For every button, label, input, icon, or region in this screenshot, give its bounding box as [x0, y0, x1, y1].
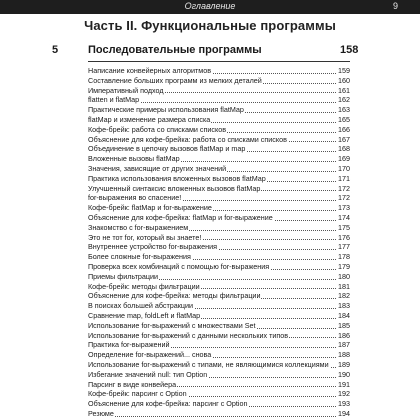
chapter-number: 5	[52, 44, 59, 56]
toc-entry-page: 172	[338, 193, 350, 203]
toc-entry-title: Объяснение для кофе-брейка: работа со списками списков	[88, 134, 287, 144]
toc-entry[interactable]	[88, 291, 350, 301]
toc-entry[interactable]	[88, 95, 350, 105]
toc-entry-title: Кофе-брейк: методы фильтрации	[88, 281, 200, 291]
chapter-page: 158	[340, 44, 359, 56]
toc-entry-page: 186	[338, 330, 350, 340]
toc-entry-title: Императивный подход	[88, 85, 164, 95]
toc-entry-page: 159	[338, 66, 350, 75]
toc-entry-page: 169	[338, 154, 350, 164]
toc-entry-page: 167	[338, 134, 350, 144]
toc-entry-page: 182	[338, 291, 350, 301]
toc-entry[interactable]	[88, 340, 350, 350]
chapter-title: Последовательные программы	[88, 44, 262, 56]
toc-entry[interactable]	[88, 223, 350, 233]
toc-entry[interactable]	[88, 86, 350, 96]
toc-entry[interactable]	[88, 389, 350, 399]
toc-entry[interactable]	[88, 135, 350, 145]
toc-entry[interactable]	[88, 144, 350, 154]
toc-entry-page: 168	[338, 144, 350, 154]
toc-entry[interactable]	[88, 380, 350, 390]
toc-entry-title: Улучшенный синтаксис вложенных вызовов flatMap	[88, 183, 261, 193]
toc-entry-page: 184	[338, 310, 350, 320]
toc-entry-title: Это не тот for, который вы знаете!	[88, 232, 202, 242]
toc-entry-page: 173	[338, 203, 350, 213]
toc-entry[interactable]	[88, 311, 350, 321]
toc-entry-page: 179	[338, 261, 350, 271]
toc-entry[interactable]	[88, 360, 350, 370]
toc-entry[interactable]	[88, 409, 350, 419]
toc-entry-page: 190	[338, 369, 350, 379]
toc-entry-page: 171	[338, 173, 350, 183]
toc-entry-title: Объяснение для кофе-брейка: парсинг с Option	[88, 399, 248, 409]
toc-entry[interactable]	[88, 154, 350, 164]
toc-entry-title: Кофе-брейк: flatMap и for-выражение	[88, 203, 212, 213]
toc-entry-page: 183	[338, 301, 350, 311]
toc-entry[interactable]	[88, 164, 350, 174]
toc-entry[interactable]	[88, 350, 350, 360]
toc-entry-title: Написание конвейерных алгоритмов	[88, 66, 212, 75]
toc-entry-title: Сравнение map, foldLeft и flatMap	[88, 310, 201, 320]
chapter-heading	[52, 44, 359, 60]
running-header	[0, 0, 420, 14]
toc-entry-title: Объединение в цепочку вызовов flatMap и map	[88, 144, 246, 154]
toc-entry-title: Резюме	[88, 408, 114, 418]
toc-entry-page: 194	[338, 408, 350, 418]
toc-entry-title: Знакомство с for-выражением	[88, 222, 189, 232]
toc-entry-title: Практика for-выражений	[88, 340, 170, 350]
toc-entry[interactable]	[88, 174, 350, 184]
toc-entry[interactable]	[88, 193, 350, 203]
toc-entry[interactable]	[88, 233, 350, 243]
toc-entry-page: 172	[338, 183, 350, 193]
toc-entry-title: for-выражения во спасение!	[88, 193, 182, 203]
toc-entry[interactable]	[88, 282, 350, 292]
toc-entry[interactable]	[88, 370, 350, 380]
toc-entry[interactable]	[88, 105, 350, 115]
toc-entry-title: В поисках большей абстракции	[88, 301, 194, 311]
toc-entry-title: flatten и flatMap	[88, 95, 140, 105]
toc-entry[interactable]	[88, 321, 350, 331]
toc-entry-page: 192	[338, 389, 350, 399]
toc-entry-page: 170	[338, 163, 350, 173]
toc-entry[interactable]	[88, 242, 350, 252]
toc-entry-title: flatMap и изменение размера списка	[88, 114, 211, 124]
running-header-title: Оглавление	[184, 1, 236, 11]
toc-entry-title: Практика использования вложенных вызовов flatMap	[88, 173, 266, 183]
toc-entry-title: Более сложные for-выражения	[88, 252, 191, 262]
toc-entry[interactable]	[88, 125, 350, 135]
toc-entry-page: 188	[338, 350, 350, 360]
running-header-page-number: 9	[392, 1, 398, 11]
toc-entry-title: Кофе-брейк: парсинг с Option	[88, 389, 187, 399]
toc-entry[interactable]	[88, 184, 350, 194]
toc-entry-page: 166	[338, 124, 350, 134]
toc-entry-page: 189	[338, 359, 350, 369]
part-title: Часть II. Функциональные программы	[84, 18, 336, 33]
toc-entry-page: 178	[338, 252, 350, 262]
toc-entry-page: 177	[338, 242, 350, 252]
toc-entry[interactable]	[88, 213, 350, 223]
toc-entry-page: 161	[338, 85, 350, 95]
toc-entry-title: Использование for-выражений с данными нескольких типов	[88, 330, 289, 340]
toc-entry[interactable]	[88, 272, 350, 282]
toc-entry[interactable]	[88, 66, 350, 76]
toc-entry-page: 181	[338, 281, 350, 291]
toc-entry-page: 175	[338, 222, 350, 232]
toc-entry[interactable]	[88, 76, 350, 86]
toc-entry-list	[88, 66, 350, 419]
toc-entry[interactable]	[88, 262, 350, 272]
toc-entry[interactable]	[88, 331, 350, 341]
toc-entry-title: Парсинг в виде конвейера	[88, 379, 177, 389]
toc-entry-page: 176	[338, 232, 350, 242]
toc-entry-page: 165	[338, 114, 350, 124]
toc-entry-page: 193	[338, 399, 350, 409]
toc-entry-page: 185	[338, 320, 350, 330]
toc-entry-title: Внутреннее устройство for-выражения	[88, 242, 218, 252]
toc-entry-title: Объяснение для кофе-брейка: методы фильтрации	[88, 291, 261, 301]
toc-entry-page: 163	[338, 105, 350, 115]
toc-entry-title: Кофе-брейк: работа со списками списков	[88, 124, 227, 134]
toc-entry[interactable]	[88, 399, 350, 409]
toc-entry[interactable]	[88, 203, 350, 213]
toc-entry-title: Избегание значений null: тип Option	[88, 369, 208, 379]
chapter-rule	[88, 61, 350, 62]
toc-entry-page: 160	[338, 75, 350, 85]
toc-entry-title: Проверка всех комбинаций с помощью for-выражения	[88, 261, 270, 271]
toc-entry[interactable]	[88, 115, 350, 125]
toc-entry-title: Использование for-выражений с множествами Set	[88, 320, 256, 330]
toc-entry-title: Объяснение для кофе-брейка: flatMap и for-выражение	[88, 212, 273, 222]
toc-entry[interactable]	[88, 301, 350, 311]
toc-dot-leader	[88, 416, 338, 417]
toc-entry-page: 191	[338, 379, 350, 389]
toc-entry-title: Определение for-выражений... снова	[88, 350, 212, 360]
toc-entry-title: Вложенные вызовы flatMap	[88, 154, 180, 164]
toc-entry-title: Значения, зависящие от других значений	[88, 163, 227, 173]
toc-entry-page: 187	[338, 340, 350, 350]
toc-entry-page: 174	[338, 212, 350, 222]
toc-entry[interactable]	[88, 252, 350, 262]
toc-entry-title: Приемы фильтрации	[88, 271, 159, 281]
toc-entry-page: 180	[338, 271, 350, 281]
toc-entry-title: Использование for-выражений с типами, не являющимися коллекциями	[88, 359, 329, 369]
toc-entry-page: 162	[338, 95, 350, 105]
toc-entry-title: Практические примеры использования flatMap	[88, 105, 244, 115]
toc-entry-title: Составление больших программ из мелких деталей	[88, 75, 262, 85]
